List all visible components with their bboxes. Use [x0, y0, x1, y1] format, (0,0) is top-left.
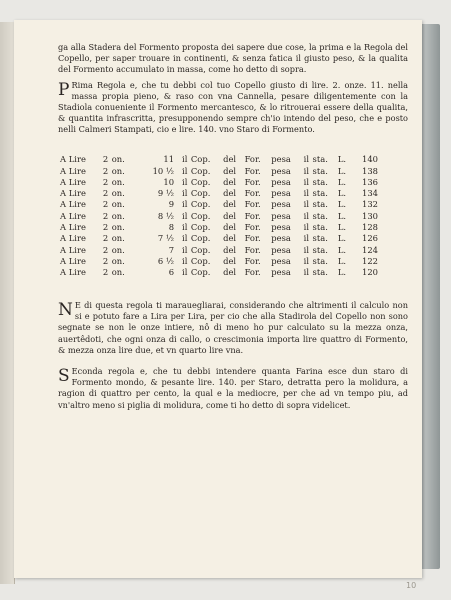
table-cell: sta. — [312, 244, 328, 255]
table-cell: 10 — [163, 176, 175, 187]
paragraph-seconda-regola — [58, 366, 408, 411]
table-cell: il — [182, 222, 188, 233]
table-cell: 2 — [102, 222, 109, 233]
table-cell: 6 ½ — [157, 255, 175, 266]
table-cell: sta. — [312, 233, 328, 244]
table-cell: sta. — [312, 188, 328, 199]
table-cell: sta. — [312, 210, 328, 221]
table-cell: pesa — [271, 233, 291, 244]
table-cell: 130 — [362, 210, 378, 221]
initial-capital: S — [58, 365, 70, 386]
table-cell: 10 ½ — [152, 165, 175, 176]
table-cell: 2 — [102, 165, 109, 176]
table-cell: del — [223, 267, 237, 278]
table-cell: pesa — [271, 199, 291, 210]
table-cell: For. — [244, 188, 261, 199]
table-row — [60, 244, 378, 255]
table-cell: For. — [244, 165, 261, 176]
table-cell: on. — [111, 255, 125, 266]
table-row — [60, 154, 378, 165]
table-cell: il — [303, 244, 310, 255]
table-cell: del — [223, 255, 237, 266]
table-cell: pesa — [271, 188, 291, 199]
table-cell: 8 — [168, 222, 175, 233]
table-cell: A Lire — [60, 165, 86, 176]
table-cell: del — [223, 210, 237, 221]
table-cell: For. — [244, 210, 261, 221]
table-cell: L. — [337, 255, 347, 266]
table-cell: L. — [337, 267, 347, 278]
table-cell: A Lire — [60, 267, 86, 278]
table-cell: 6 — [168, 267, 175, 278]
table-cell: L. — [337, 188, 347, 199]
table-cell: del — [223, 154, 237, 165]
table-cell: For. — [244, 154, 261, 165]
table-cell: 132 — [362, 199, 378, 210]
table-row — [60, 255, 378, 266]
table-cell: sta. — [312, 176, 328, 187]
table-cell: sta. — [312, 255, 328, 266]
book-board-edge — [0, 22, 15, 584]
table-cell: il — [182, 154, 188, 165]
table-cell: 9 — [168, 199, 175, 210]
table-cell: on. — [111, 176, 125, 187]
table-cell: Cop. — [190, 210, 211, 221]
table-cell: pesa — [271, 165, 291, 176]
table-cell: 2 — [102, 255, 109, 266]
table-cell: Cop. — [190, 222, 211, 233]
table-row — [60, 233, 378, 244]
table-cell: L. — [337, 244, 347, 255]
table-cell: Cop. — [190, 233, 211, 244]
table-cell: del — [223, 233, 237, 244]
table-cell: il — [182, 233, 188, 244]
table-cell: on. — [111, 267, 125, 278]
table-cell: on. — [111, 210, 125, 221]
table-cell: 2 — [102, 267, 109, 278]
table-cell: il — [182, 199, 188, 210]
weight-table — [60, 154, 378, 278]
table-cell: Cop. — [190, 176, 211, 187]
table-cell: A Lire — [60, 188, 86, 199]
table-cell: For. — [244, 199, 261, 210]
table-cell: sta. — [312, 222, 328, 233]
table-cell: il — [303, 176, 310, 187]
table-cell: pesa — [271, 244, 291, 255]
table-cell: Cop. — [190, 244, 211, 255]
paragraph-prima-regola — [58, 80, 408, 136]
paragraph-intro: ga alla Stadera del Formento proposta dei sapere due cose, la prima e la Regola del Copello, per saper trouare in continenti, & senza fatica il giusto peso, & la qualita del Formento accumulato in massa, come ho detto di sopra. — [58, 42, 408, 75]
table-cell: 11 — [163, 154, 175, 165]
table-cell: del — [223, 199, 237, 210]
table-cell: L. — [337, 210, 347, 221]
table-cell: il — [303, 165, 310, 176]
table-cell: 2 — [102, 233, 109, 244]
paragraph-body: E di questa regola ti marauegliarai, considerando che altrimenti il calculo non si e potuto fare a Lira per Lira, per cio che alla Stadirola del Copello non sono segnate se non le onze intiere, nô di meno ho pur calculato su la mezza onza, auertêdoti, che ogni onza di callo, o crescimonia importa lire quattro di Formento, & mezza onza lire due, et vn quarto lire vna. — [58, 299, 408, 355]
table-cell: 9 ½ — [157, 188, 175, 199]
table-row — [60, 267, 378, 278]
table-cell: il — [303, 222, 310, 233]
table-cell: 126 — [362, 233, 378, 244]
table-cell: 2 — [102, 199, 109, 210]
table-cell: il — [182, 176, 188, 187]
page-text-block — [58, 42, 408, 411]
table-cell: pesa — [271, 154, 291, 165]
table-cell: Cop. — [190, 255, 211, 266]
table-cell: 122 — [362, 255, 378, 266]
table-cell: on. — [111, 165, 125, 176]
paragraph-body: Econda regola e, che tu debbi intendere quanta Farina esce dun staro di Formento mondo, & pesante lire. 140. per Staro, detratta pero la molidura, a ragion di quattro per cento, la qual e la mediocre, per che ad vn tempo piu, ad vn'altro meno si piglia di molidura, come ti ho detto di sopra videlicet. — [58, 365, 408, 410]
table-cell: For. — [244, 255, 261, 266]
table-row — [60, 221, 378, 232]
table-cell: A Lire — [60, 154, 86, 165]
table-cell: Cop. — [190, 188, 211, 199]
table-cell: L. — [337, 176, 347, 187]
table-cell: on. — [111, 154, 125, 165]
table-cell: For. — [244, 267, 261, 278]
table-cell: 124 — [362, 244, 378, 255]
table-cell: L. — [337, 154, 347, 165]
table-cell: il — [182, 255, 188, 266]
table-cell: on. — [111, 188, 125, 199]
table-cell: For. — [244, 233, 261, 244]
table-cell: 8 ½ — [157, 210, 175, 221]
table-cell: pesa — [271, 267, 291, 278]
table-cell: il — [182, 267, 188, 278]
table-cell: del — [223, 222, 237, 233]
table-cell: del — [223, 244, 237, 255]
table-cell: 138 — [362, 165, 378, 176]
table-cell: il — [182, 210, 188, 221]
table-cell: A Lire — [60, 210, 86, 221]
table-cell: A Lire — [60, 199, 86, 210]
table-cell: pesa — [271, 222, 291, 233]
table-cell: 134 — [362, 188, 378, 199]
table-cell: il — [303, 154, 310, 165]
table-cell: For. — [244, 222, 261, 233]
table-cell: 2 — [102, 176, 109, 187]
folio-number: 10 — [406, 581, 417, 590]
weight-table-body — [60, 154, 378, 278]
table-cell: del — [223, 176, 237, 187]
table-cell: L. — [337, 233, 347, 244]
table-cell: Cop. — [190, 154, 211, 165]
table-cell: A Lire — [60, 255, 86, 266]
table-cell: on. — [111, 222, 125, 233]
table-cell: pesa — [271, 210, 291, 221]
initial-capital: P — [58, 79, 70, 100]
table-cell: Cop. — [190, 165, 211, 176]
table-cell: 140 — [362, 154, 378, 165]
table-cell: 128 — [362, 222, 378, 233]
table-cell: sta. — [312, 267, 328, 278]
table-row — [60, 199, 378, 210]
table-cell: il — [303, 255, 310, 266]
table-row — [60, 210, 378, 221]
table-cell: il — [303, 233, 310, 244]
table-cell: 7 ½ — [157, 233, 175, 244]
book-page — [14, 20, 422, 590]
table-cell: 2 — [102, 154, 109, 165]
table-cell: del — [223, 165, 237, 176]
table-cell: sta. — [312, 199, 328, 210]
table-cell: A Lire — [60, 233, 86, 244]
table-cell: il — [303, 199, 310, 210]
table-cell: 7 — [168, 244, 175, 255]
paragraph-body: Rima Regola e, che tu debbi col tuo Copello giusto di lire. 2. onze. 11. nella massa propia pieno, & raso con vna Cannella, pesare diligentemente con la Stadiola conueniente il Formento mercantesco, & lo ritrouerai essere della qualita, & quantita infrascritta, presupponendo sempre ch'io intendo del peso, che e posto nelli Calmeri Stampati, cio e lire. 140. vno Staro di Formento. — [58, 79, 408, 135]
table-cell: A Lire — [60, 244, 86, 255]
table-cell: A Lire — [60, 222, 86, 233]
table-cell: 2 — [102, 244, 109, 255]
table-cell: sta. — [312, 154, 328, 165]
table-cell: For. — [244, 176, 261, 187]
table-cell: il — [182, 165, 188, 176]
table-cell: 136 — [362, 176, 378, 187]
table-row — [60, 176, 378, 187]
table-cell: 2 — [102, 188, 109, 199]
paragraph-ne-di-questa — [58, 300, 408, 356]
table-cell: pesa — [271, 255, 291, 266]
table-cell: L. — [337, 199, 347, 210]
table-cell: il — [303, 188, 310, 199]
table-cell: L. — [337, 165, 347, 176]
table-cell: L. — [337, 222, 347, 233]
table-cell: il — [303, 210, 310, 221]
table-cell: il — [303, 267, 310, 278]
table-cell: A Lire — [60, 176, 86, 187]
table-cell: Cop. — [190, 199, 211, 210]
table-row — [60, 165, 378, 176]
table-cell: For. — [244, 244, 261, 255]
table-cell: on. — [111, 233, 125, 244]
table-cell: il — [182, 244, 188, 255]
table-cell: 2 — [102, 210, 109, 221]
table-cell: 120 — [362, 267, 378, 278]
table-cell: on. — [111, 199, 125, 210]
table-cell: sta. — [312, 165, 328, 176]
table-cell: Cop. — [190, 267, 211, 278]
table-cell: del — [223, 188, 237, 199]
table-cell: pesa — [271, 176, 291, 187]
table-cell: on. — [111, 244, 125, 255]
table-row — [60, 188, 378, 199]
table-cell: il — [182, 188, 188, 199]
initial-capital: N — [58, 299, 73, 320]
spacer — [58, 136, 408, 150]
